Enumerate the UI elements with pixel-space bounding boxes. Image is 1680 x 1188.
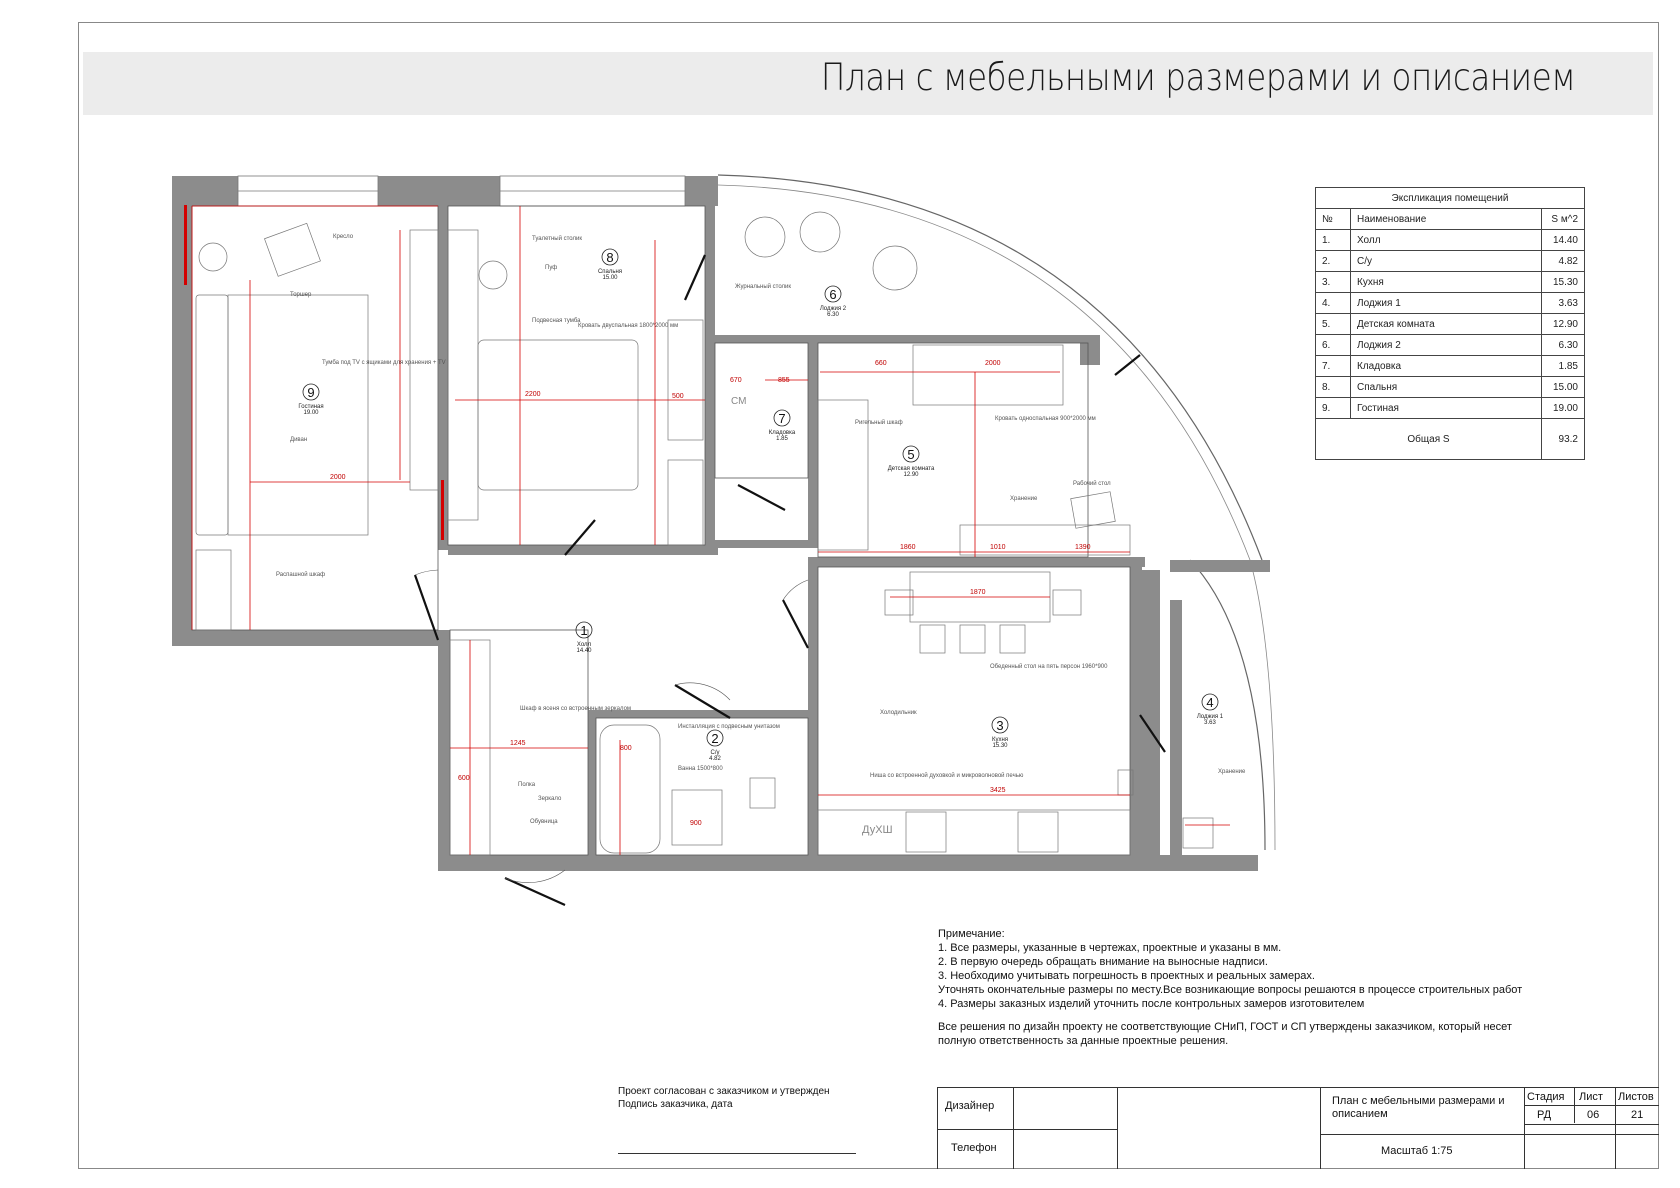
furniture-label: Подвесная тумба (532, 318, 581, 324)
room-outlines (192, 206, 1130, 855)
furniture-label: Торшер (290, 292, 312, 298)
room-number: 3 (996, 718, 1004, 733)
loggia-arc (718, 175, 1262, 560)
furniture-label: Инсталляция с подвесным унитазом (678, 724, 780, 730)
disclaimer-line: полную ответственность за данные проектные решения. (938, 1035, 1229, 1047)
stage-value: РД (1537, 1109, 1552, 1121)
room-area: 15.00 (602, 275, 618, 281)
table-row: 2. С/у 4.82 (1316, 251, 1585, 272)
room-number: 5 (907, 447, 915, 462)
furniture-label: Диван (290, 437, 308, 443)
explication-caption: Экспликация помещений (1316, 188, 1585, 209)
room-numbers (298, 250, 1223, 762)
room-number: 9 (307, 385, 315, 400)
sheets-label: Листов (1618, 1091, 1654, 1103)
col-header-no: № (1316, 209, 1351, 230)
room-name: Кладовка (768, 430, 796, 436)
room-area: 1.85 (776, 436, 788, 442)
note-line: 1. Все размеры, указанные в чертежах, проектные и указаны в мм. (938, 942, 1282, 954)
furniture-label: Обеденный стол на пять персон 1960*900 (990, 664, 1108, 670)
room-area: 14.40 (576, 648, 592, 654)
furniture-label: Кровать односпальная 900*2000 мм (995, 416, 1096, 422)
furniture-label: Рабочий стол (1073, 481, 1111, 487)
furniture-label: Ниша со встроенной духовкой и микроволновой печью (870, 773, 1024, 779)
oven-label: ДуХШ (862, 824, 893, 836)
room-area: 19.00 (303, 410, 319, 416)
note-line: 2. В первую очередь обращать внимание на выносные надписи. (938, 956, 1268, 968)
notes-heading: Примечание: (938, 928, 1005, 940)
dim-label: 670 (730, 377, 742, 384)
room-name: Спальня (597, 269, 623, 275)
table-row: 3. Кухня 15.30 (1316, 272, 1585, 293)
sheet-title: План с мебельными размерами и описанием (1332, 1095, 1505, 1120)
table-row: 1. Холл 14.40 (1316, 230, 1585, 251)
room-area: 12.90 (903, 472, 919, 478)
furniture-label: Туалетный столик (532, 236, 582, 242)
furniture-label: Кресло (333, 234, 354, 240)
room-area: 3.63 (1204, 720, 1216, 726)
washer-label: СМ (731, 396, 747, 407)
furniture-label: Кровать двуспальная 1800*2000 мм (578, 323, 679, 329)
approval-block (618, 1085, 830, 1111)
dim-label: 855 (778, 377, 790, 384)
room-number: 2 (711, 731, 719, 746)
room-name: Гостиная (298, 404, 324, 410)
dim-label: 660 (875, 360, 887, 367)
room-name: Холл (576, 642, 592, 648)
phone-label: Телефон (951, 1142, 997, 1154)
table-row: 4. Лоджия 1 3.63 (1316, 293, 1585, 314)
doors (415, 255, 1165, 905)
sheet-value: 06 (1587, 1109, 1600, 1121)
notes-block (938, 927, 1522, 1048)
title-block (937, 1087, 1659, 1169)
furniture-label: Журнальный столик (735, 284, 792, 290)
dim-label: 3425 (990, 787, 1006, 794)
col-header-area: S м^2 (1542, 209, 1585, 230)
total-value: 93.2 (1542, 419, 1585, 460)
signature-line (618, 1153, 856, 1154)
dim-label: 1245 (510, 740, 526, 747)
dim-label: 1860 (900, 544, 916, 551)
approval-line-2: Подпись заказчика, дата (618, 1099, 733, 1110)
furniture-label: Распашной шкаф (276, 572, 326, 578)
room-area: 15.30 (992, 743, 1008, 749)
room-number: 6 (829, 287, 837, 302)
note-line: 4. Размеры заказных изделий уточнить после контрольных замеров изготовителем (938, 998, 1365, 1010)
stage-label: Стадия (1527, 1091, 1565, 1103)
furniture-label: Шкаф в ясеня со встроенным зеркалом (520, 706, 632, 712)
dim-label: 1870 (970, 589, 986, 596)
furniture-label: Пуф (545, 265, 558, 271)
designer-label: Дизайнер (945, 1100, 995, 1112)
dim-label: 1010 (990, 544, 1006, 551)
sheet-label: Лист (1579, 1091, 1603, 1103)
dim-label: 900 (690, 820, 702, 827)
table-row: 8. Спальня 15.00 (1316, 377, 1585, 398)
disclaimer-line: Все решения по дизайн проекту не соответствующие СНиП, ГОСТ и СП утверждены заказчиком, который несет (938, 1021, 1512, 1033)
approval-line-1: Проект согласован с заказчиком и утвержден (618, 1086, 830, 1097)
room-name: Лоджия 1 (1196, 714, 1224, 720)
dim-label: 2000 (330, 474, 346, 481)
room-name: Кухня (991, 737, 1009, 743)
table-row: 5. Детская комната 12.90 (1316, 314, 1585, 335)
furniture-label: Тумба под TV с ящиками для хранения + TV (322, 360, 446, 366)
table-row: 9. Гостиная 19.00 (1316, 398, 1585, 419)
furniture-label: Ригельный шкаф (855, 420, 903, 426)
dimension-arrows (184, 205, 444, 540)
furniture-label: Ванна 1500*800 (678, 766, 723, 772)
room-number: 1 (580, 623, 588, 638)
room-name: Лоджия 2 (819, 306, 847, 312)
note-line: Уточнять окончательные размеры по месту.Все возникающие вопросы решаются в процессе строительных работ (938, 984, 1523, 996)
furniture-labels (276, 234, 1246, 836)
furniture-label: Хранение (1218, 769, 1246, 775)
furniture-label: Зеркало (538, 796, 562, 802)
room-number: 7 (778, 411, 786, 426)
room-area: 4.82 (709, 756, 721, 762)
furniture-label: Полка (518, 782, 536, 788)
dim-label: 2200 (525, 391, 541, 398)
loggia-arc-inner (718, 185, 1250, 560)
room-name: С/у (710, 750, 720, 756)
dim-label: 500 (672, 393, 684, 400)
page-title: План с мебельными размерами и описанием (820, 56, 1575, 99)
loggia-arc-outer (1190, 560, 1265, 850)
dim-label: 2000 (985, 360, 1001, 367)
room-number: 8 (606, 250, 614, 265)
explication-table (1315, 187, 1585, 460)
table-row: 7. Кладовка 1.85 (1316, 356, 1585, 377)
col-header-name: Наименование (1351, 209, 1542, 230)
note-line: 3. Необходимо учитывать погрешность в проектных и реальных замерах. (938, 970, 1315, 982)
furniture-label: Обувница (530, 819, 558, 825)
table-row: 6. Лоджия 2 6.30 (1316, 335, 1585, 356)
furniture (196, 212, 1213, 855)
total-label: Общая S (1316, 419, 1542, 460)
dim-label: 1390 (1075, 544, 1091, 551)
furniture-label: Хранение (1010, 496, 1038, 502)
room-area: 6.30 (827, 312, 839, 318)
sheets-value: 21 (1631, 1109, 1644, 1121)
room-name: Детская комната (887, 466, 935, 472)
dim-label: 800 (620, 745, 632, 752)
scale-label: Масштаб 1:75 (1381, 1145, 1453, 1157)
furniture-label: Холодильник (880, 710, 917, 716)
dim-label: 600 (458, 775, 470, 782)
room-number: 4 (1206, 695, 1214, 710)
total-row (1316, 419, 1585, 460)
